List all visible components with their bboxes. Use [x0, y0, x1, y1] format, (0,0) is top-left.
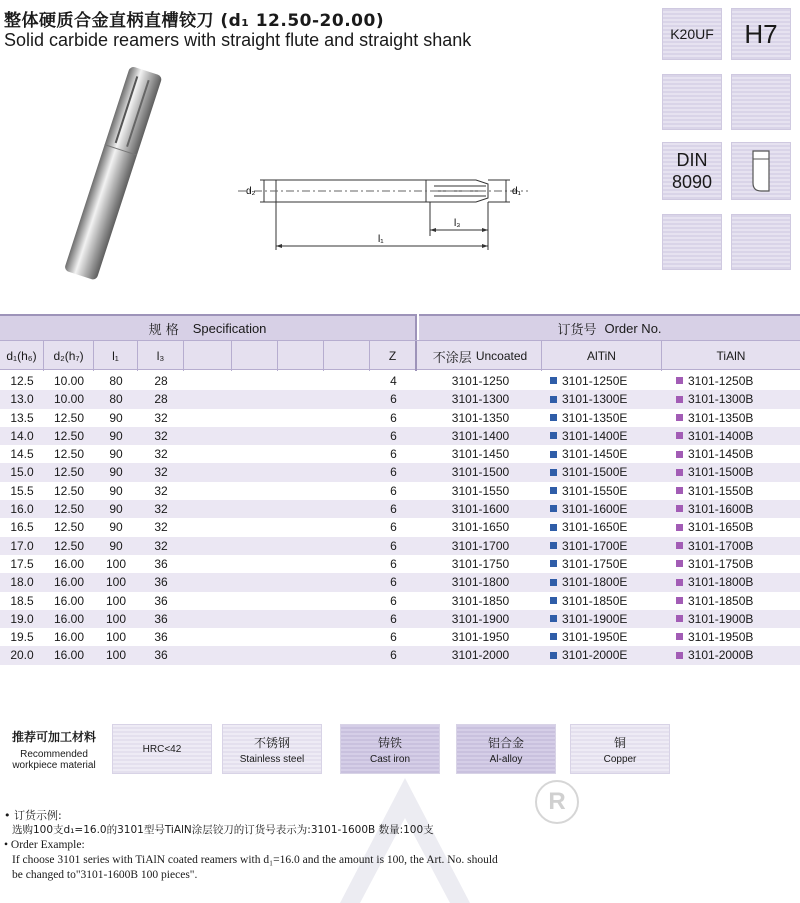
cell-z: 6: [390, 447, 397, 462]
cell-z: 4: [390, 374, 397, 388]
cell-tialn: [676, 372, 800, 390]
cell-d1: 16.0: [10, 502, 34, 517]
cell-d2: 16.00: [53, 648, 85, 663]
cell-tialn: [676, 463, 800, 481]
cell-l1: 90: [109, 465, 123, 480]
cell-tialn: [676, 537, 800, 555]
material-tile: [222, 724, 322, 774]
cell-uncoated: 3101-1400: [451, 428, 510, 443]
cell-uncoated: 3101-1750: [451, 556, 510, 571]
blank-tile: [662, 74, 722, 130]
table-row: [0, 555, 800, 573]
cell-l1: 90: [109, 410, 123, 425]
tialn-marker-icon: [676, 633, 683, 640]
spec-table-header: [0, 314, 800, 370]
example-text-en-2: be changed to"3101-1600B 100 pieces".: [12, 869, 198, 881]
altin-marker-icon: [550, 652, 557, 659]
l1-label: l₁: [378, 234, 384, 245]
cell-l3: 36: [154, 556, 168, 571]
tialn-order-no: 3101-1600B: [688, 502, 754, 517]
cell-z: 6: [390, 575, 397, 590]
cell-d2: 16.00: [53, 556, 85, 571]
cell-d2: 10.00: [53, 374, 85, 388]
material-label: [4, 728, 104, 771]
cell-altin: [550, 518, 662, 536]
cell-l3: 28: [154, 374, 168, 388]
cell-uncoated: 3101-1900: [451, 611, 510, 626]
page-title-en: Solid carbide reamers with straight flute and straight shank: [4, 30, 472, 50]
tolerance-label: H7: [744, 18, 778, 49]
col-l3: l₃: [138, 341, 184, 371]
cell-l3: 36: [154, 630, 168, 645]
cell-d1: 13.0: [10, 392, 34, 407]
altin-marker-icon: [550, 597, 557, 604]
cell-d2: 12.50: [53, 502, 85, 517]
cell-altin: [550, 573, 662, 591]
cell-l1: 100: [105, 593, 127, 608]
table-row: [0, 537, 800, 555]
spec-cn: 规 格: [148, 322, 179, 338]
altin-order-no: 3101-1500E: [562, 465, 628, 480]
cell-d1: 14.5: [10, 447, 34, 462]
cell-tialn: [676, 390, 800, 408]
din-number: 8090: [671, 172, 713, 192]
tialn-order-no: 3101-1350B: [688, 410, 754, 425]
material-name-en: HRC<42: [142, 743, 182, 755]
material-band: [0, 718, 800, 778]
grade-label: K20UF: [670, 26, 714, 42]
tialn-marker-icon: [676, 414, 683, 421]
cell-d1: 15.5: [10, 483, 34, 498]
tialn-order-no: 3101-1750B: [688, 556, 754, 571]
cell-z: 6: [390, 410, 397, 425]
cell-d2: 12.50: [53, 483, 85, 498]
cell-z: 6: [390, 520, 397, 535]
cell-uncoated: 3101-1350: [451, 410, 510, 425]
reamer-photo: [14, 64, 194, 284]
table-row: [0, 592, 800, 610]
cell-altin: [550, 646, 662, 664]
cell-z: 6: [390, 483, 397, 498]
uncoated-cn: 不涂层: [432, 350, 472, 366]
material-label-en-1: Recommended: [20, 749, 88, 760]
table-row: [0, 390, 800, 408]
altin-marker-icon: [550, 487, 557, 494]
order-cn: 订货号: [557, 322, 597, 338]
cell-l3: 28: [154, 392, 168, 407]
tialn-marker-icon: [676, 542, 683, 549]
material-label-en-2: workpiece material: [12, 760, 96, 771]
material-name-en: Copper: [603, 753, 637, 765]
cell-uncoated: 3101-1300: [451, 392, 510, 407]
cell-altin: [550, 463, 662, 481]
cell-altin: [550, 482, 662, 500]
cell-uncoated: 3101-1950: [451, 630, 510, 645]
column-header-row: [0, 340, 800, 370]
material-tile: [570, 724, 670, 774]
cell-l1: 80: [109, 392, 123, 407]
cell-l3: 32: [154, 483, 168, 498]
altin-order-no: 3101-1650E: [562, 520, 628, 535]
cylindrical-shank-tile: [731, 142, 791, 200]
cell-tialn: [676, 610, 800, 628]
altin-order-no: 3101-1250E: [562, 374, 628, 388]
cell-tialn: [676, 482, 800, 500]
cell-d1: 19.0: [10, 611, 34, 626]
cell-uncoated: 3101-2000: [451, 648, 510, 663]
cell-tialn: [676, 628, 800, 646]
cell-altin: [550, 445, 662, 463]
altin-order-no: 3101-2000E: [562, 648, 628, 663]
altin-order-no: 3101-1550E: [562, 483, 628, 498]
cell-uncoated: 3101-1650: [451, 520, 510, 535]
cell-altin: [550, 500, 662, 518]
tialn-marker-icon: [676, 469, 683, 476]
cell-altin: [550, 390, 662, 408]
order-example: [4, 808, 498, 883]
tialn-marker-icon: [676, 432, 683, 439]
cell-uncoated: 3101-1500: [451, 465, 510, 480]
cell-uncoated: 3101-1850: [451, 593, 510, 608]
cell-l1: 100: [105, 648, 127, 663]
table-row: [0, 427, 800, 445]
table-row: [0, 573, 800, 591]
cell-d1: 13.5: [10, 410, 34, 425]
cell-altin: [550, 610, 662, 628]
table-row: [0, 628, 800, 646]
tialn-order-no: 3101-1400B: [688, 428, 754, 443]
cell-l1: 90: [109, 447, 123, 462]
table-row: [0, 372, 800, 390]
material-name-en: Cast iron: [369, 753, 410, 765]
cell-l1: 100: [105, 575, 127, 590]
cell-z: 6: [390, 502, 397, 517]
col-d2: d₂(h₇): [44, 341, 94, 371]
tialn-marker-icon: [676, 505, 683, 512]
spec-table: [0, 372, 800, 665]
cell-altin: [550, 537, 662, 555]
cell-l1: 100: [105, 630, 127, 645]
table-row: [0, 409, 800, 427]
altin-marker-icon: [550, 414, 557, 421]
din-badge: [662, 142, 722, 200]
cell-tialn: [676, 592, 800, 610]
col-z: Z: [370, 341, 417, 371]
altin-order-no: 3101-1400E: [562, 428, 628, 443]
tialn-order-no: 3101-1450B: [688, 447, 754, 462]
cell-uncoated: 3101-1450: [451, 447, 510, 462]
altin-order-no: 3101-1900E: [562, 611, 628, 626]
altin-order-no: 3101-1700E: [562, 538, 628, 553]
cell-tialn: [676, 646, 800, 664]
table-row: [0, 610, 800, 628]
cell-z: 6: [390, 465, 397, 480]
cell-altin: [550, 555, 662, 573]
tialn-marker-icon: [676, 451, 683, 458]
cell-d1: 17.5: [10, 556, 34, 571]
tialn-order-no: 3101-1250B: [688, 374, 754, 388]
spec-en: Specification: [192, 320, 267, 336]
cell-z: 6: [390, 392, 397, 407]
altin-marker-icon: [550, 432, 557, 439]
col-l1: l₁: [94, 341, 138, 371]
cell-l3: 32: [154, 538, 168, 553]
cell-tialn: [676, 500, 800, 518]
cylindrical-shank-icon: [749, 147, 773, 195]
col-uncoated: [419, 341, 542, 371]
cell-l3: 32: [154, 520, 168, 535]
cell-l1: 90: [109, 538, 123, 553]
cell-l3: 32: [154, 428, 168, 443]
material-name-cn: 铝合金: [487, 735, 524, 750]
cell-tialn: [676, 573, 800, 591]
altin-order-no: 3101-1800E: [562, 575, 628, 590]
cell-l1: 90: [109, 483, 123, 498]
cell-d1: 12.5: [10, 374, 34, 388]
altin-order-no: 3101-1850E: [562, 593, 628, 608]
cell-d1: 20.0: [10, 648, 34, 663]
l3-label: l₃: [454, 218, 461, 229]
cell-z: 6: [390, 556, 397, 571]
altin-marker-icon: [550, 524, 557, 531]
cell-l3: 32: [154, 447, 168, 462]
cell-uncoated: 3101-1600: [451, 502, 510, 517]
order-en: Order No.: [604, 320, 662, 336]
cell-d1: 17.0: [10, 538, 34, 553]
cell-d2: 12.50: [53, 520, 85, 535]
tialn-marker-icon: [676, 560, 683, 567]
cell-d1: 15.0: [10, 465, 34, 480]
cell-d2: 12.50: [53, 465, 85, 480]
cell-d2: 10.00: [53, 392, 85, 407]
material-tile: [456, 724, 556, 774]
d1-label: d₁: [512, 186, 521, 197]
d2-label: d₂: [246, 186, 256, 197]
altin-order-no: 3101-1300E: [562, 392, 628, 407]
cell-l3: 36: [154, 648, 168, 663]
cell-d2: 16.00: [53, 630, 85, 645]
cell-z: 6: [390, 538, 397, 553]
tialn-marker-icon: [676, 579, 683, 586]
cell-z: 6: [390, 648, 397, 663]
altin-order-no: 3101-1950E: [562, 630, 628, 645]
cell-uncoated: 3101-1800: [451, 575, 510, 590]
col-empty: [324, 341, 370, 371]
tolerance-badge: [731, 8, 791, 60]
col-empty: [232, 341, 278, 371]
cell-d2: 12.50: [53, 428, 85, 443]
altin-order-no: 3101-1600E: [562, 502, 628, 517]
col-altin: AlTiN: [542, 341, 662, 371]
table-row: [0, 646, 800, 664]
reamer-drawing: [238, 150, 528, 260]
table-row: [0, 500, 800, 518]
tialn-order-no: 3101-2000B: [688, 648, 754, 663]
cell-altin: [550, 372, 662, 390]
blank-tile: [662, 214, 722, 270]
cell-l1: 100: [105, 611, 127, 626]
cell-d1: 18.5: [10, 593, 34, 608]
col-d1: d₁(h₆): [0, 341, 44, 371]
order-group-header: [419, 314, 800, 340]
cell-uncoated: 3101-1700: [451, 538, 510, 553]
spec-group-header: [0, 314, 417, 340]
cell-d1: 14.0: [10, 428, 34, 443]
cell-d1: 18.0: [10, 575, 34, 590]
altin-marker-icon: [550, 579, 557, 586]
tialn-order-no: 3101-1950B: [688, 630, 754, 645]
cell-d2: 16.00: [53, 575, 85, 590]
cell-l3: 36: [154, 575, 168, 590]
cell-tialn: [676, 409, 800, 427]
tialn-marker-icon: [676, 524, 683, 531]
altin-marker-icon: [550, 377, 557, 384]
tialn-order-no: 3101-1550B: [688, 483, 754, 498]
example-text-cn: 选购100支d₁=16.0的3101型号TiAlN涂层铰刀的订货号表示为:3101-1600B 数量:100支: [12, 824, 434, 836]
cell-uncoated: 3101-1250: [451, 374, 510, 388]
cell-d2: 16.00: [53, 593, 85, 608]
material-label-cn: 推荐可加工材料: [11, 730, 96, 744]
cell-d2: 12.50: [53, 538, 85, 553]
col-empty: [184, 341, 232, 371]
col-tialn: TiAlN: [716, 349, 746, 363]
altin-order-no: 3101-1350E: [562, 410, 628, 425]
tialn-marker-icon: [676, 652, 683, 659]
cell-d2: 12.50: [53, 410, 85, 425]
table-row: [0, 445, 800, 463]
cell-l3: 36: [154, 593, 168, 608]
tialn-marker-icon: [676, 487, 683, 494]
cell-l1: 90: [109, 428, 123, 443]
cell-d1: 16.5: [10, 520, 34, 535]
tialn-marker-icon: [676, 396, 683, 403]
cell-uncoated: 3101-1550: [451, 483, 510, 498]
altin-marker-icon: [550, 505, 557, 512]
tialn-marker-icon: [676, 377, 683, 384]
cell-z: 6: [390, 428, 397, 443]
cell-z: 6: [390, 593, 397, 608]
cell-d1: 19.5: [10, 630, 34, 645]
cell-z: 6: [390, 611, 397, 626]
material-name-cn: 铜: [613, 735, 626, 750]
altin-order-no: 3101-1750E: [562, 556, 628, 571]
registered-mark-icon: R: [535, 780, 579, 824]
cell-l3: 36: [154, 611, 168, 626]
material-name-cn: 铸铁: [377, 735, 402, 750]
cell-altin: [550, 592, 662, 610]
altin-marker-icon: [550, 542, 557, 549]
din-label: DIN: [676, 150, 708, 170]
altin-marker-icon: [550, 633, 557, 640]
example-text-en-1: If choose 3101 series with TiAlN coated reamers with d₁=16.0 and the amount is 100, the Art. No. should: [12, 854, 498, 866]
tialn-marker-icon: [676, 615, 683, 622]
cell-tialn: [676, 445, 800, 463]
cell-l3: 32: [154, 502, 168, 517]
cell-tialn: [676, 555, 800, 573]
cell-l1: 90: [109, 502, 123, 517]
table-row: [0, 518, 800, 536]
altin-order-no: 3101-1450E: [562, 447, 628, 462]
tialn-order-no: 3101-1700B: [688, 538, 754, 553]
blank-tile: [731, 214, 791, 270]
material-name-en: Stainless steel: [239, 753, 305, 765]
material-name-cn: 不锈钢: [253, 735, 290, 750]
cell-tialn: [676, 427, 800, 445]
blank-tile: [731, 74, 791, 130]
material-name-en: Al-alloy: [489, 753, 523, 765]
page-title-cn: 整体硬质合金直柄直槽铰刀 (d₁ 12.50-20.00): [4, 11, 385, 31]
cell-l3: 32: [154, 465, 168, 480]
altin-marker-icon: [550, 451, 557, 458]
cell-d2: 12.50: [53, 447, 85, 462]
cell-tialn: [676, 518, 800, 536]
altin-marker-icon: [550, 396, 557, 403]
cell-l1: 90: [109, 520, 123, 535]
tialn-order-no: 3101-1650B: [688, 520, 754, 535]
tialn-order-no: 3101-1900B: [688, 611, 754, 626]
tialn-order-no: 3101-1300B: [688, 392, 754, 407]
cell-altin: [550, 409, 662, 427]
altin-marker-icon: [550, 560, 557, 567]
example-heading-cn: • 订货示例:: [4, 809, 62, 822]
material-tile: [340, 724, 440, 774]
altin-marker-icon: [550, 615, 557, 622]
col-empty: [278, 341, 324, 371]
tialn-order-no: 3101-1800B: [688, 575, 754, 590]
cell-altin: [550, 628, 662, 646]
example-heading-en: • Order Example:: [4, 839, 85, 851]
table-row: [0, 463, 800, 481]
table-row: [0, 482, 800, 500]
cell-z: 6: [390, 630, 397, 645]
altin-marker-icon: [550, 469, 557, 476]
grade-badge: [662, 8, 722, 60]
cell-altin: [550, 427, 662, 445]
cell-l3: 32: [154, 410, 168, 425]
tialn-marker-icon: [676, 597, 683, 604]
uncoated-en: Uncoated: [475, 349, 528, 363]
material-tile: [112, 724, 212, 774]
tialn-order-no: 3101-1850B: [688, 593, 754, 608]
cell-d2: 16.00: [53, 611, 85, 626]
cell-l1: 100: [105, 556, 127, 571]
tialn-order-no: 3101-1500B: [688, 465, 754, 480]
cell-l1: 80: [109, 374, 123, 388]
